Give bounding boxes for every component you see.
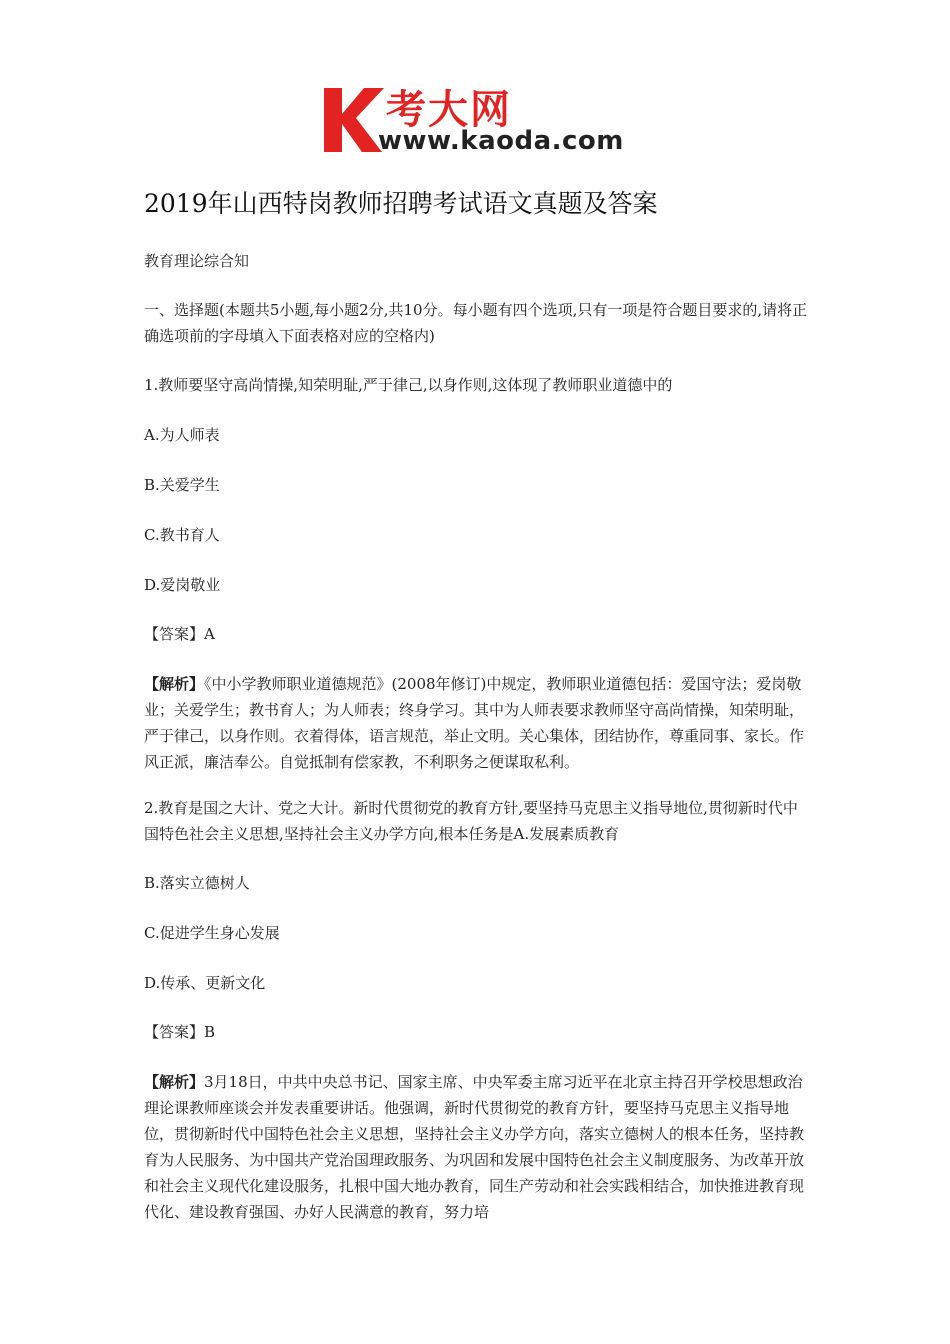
question-1-option-d: D.爱岗敬业 [144,576,221,594]
question-2-option-d: D.传承、更新文化 [144,974,266,992]
logo-url-text: www.kaoda.com [378,126,624,156]
question-1-analysis [144,671,812,775]
analysis-text: 3月18日，中共中央总书记、国家主席、中央军委主席习近平在北京主持召开学校思想政治理论课教师座谈会并发表重要讲话。他强调，新时代贯彻党的教育方针，要坚持马克思主义指导地位，贯彻新时代中国特色社会主义思想，坚持社会主义办学方向，落实立德树人的根本任务，坚持教育为人民服务、为中国共产党治国理政服务、为巩固和发展中国特色社会主义制度服务、为改革开放和社会主义现代化建设服务，扎根中国大地办教育，同生产劳动和社会实践相结合，加快推进教育现代化、建设教育强国、办好人民满意的教育，努力培 [144,1073,805,1221]
analysis-label: 【解析】 [144,675,205,693]
question-2-analysis [144,1069,812,1225]
question-1-option-a: A.为人师表 [144,426,220,444]
question-1-option-c: C.教书育人 [144,526,220,544]
logo-brand-text: 考大网 [386,87,512,133]
question-1-stem: 1.教师要坚守高尚情操,知荣明耻,严于律己,以身作则,这体现了教师职业道德中的 [144,376,673,394]
question-1-option-b: B.关爱学生 [144,476,220,494]
question-2-answer: 【答案】B [144,1023,216,1041]
instructions-paragraph: 一、选择题(本题共5小题,每小题2分,共10分。每小题有四个选项,只有一项是符合题目要求的,请将正确选项前的字母填入下面表格对应的空格内) [144,301,808,345]
analysis-text: 《中小学教师职业道德规范》(2008年修订)中规定，教师职业道德包括：爱国守法；爱岗敬业；关爱学生；教书育人；为人师表；终身学习。其中为人师表要求教师坚守高尚情操，知荣明耻，严于律己，以身作则。衣着得体，语言规范，举止文明。关心集体，团结协作，尊重同事、家长。作风正派，廉洁奉公。自觉抵制有偿家教，不利职务之便谋取私利。 [144,675,805,771]
kaoda-logo [318,80,638,158]
document-title: 2019年山西特岗教师招聘考试语文真题及答案 [144,189,658,218]
question-2-stem: 2.教育是国之大计、党之大计。新时代贯彻党的教育方针,要坚持马克思主义指导地位,贯彻新时代中国特色社会主义思想,坚持社会主义办学方向,根本任务是A.发展素质教育 [144,799,798,843]
analysis-label: 【解析】 [144,1073,205,1091]
question-1-answer: 【答案】A [144,625,215,643]
question-2-option-c: C.促进学生身心发展 [144,924,280,942]
question-2-option-b: B.落实立德树人 [144,874,250,892]
section-heading: 教育理论综合知 [144,252,250,270]
